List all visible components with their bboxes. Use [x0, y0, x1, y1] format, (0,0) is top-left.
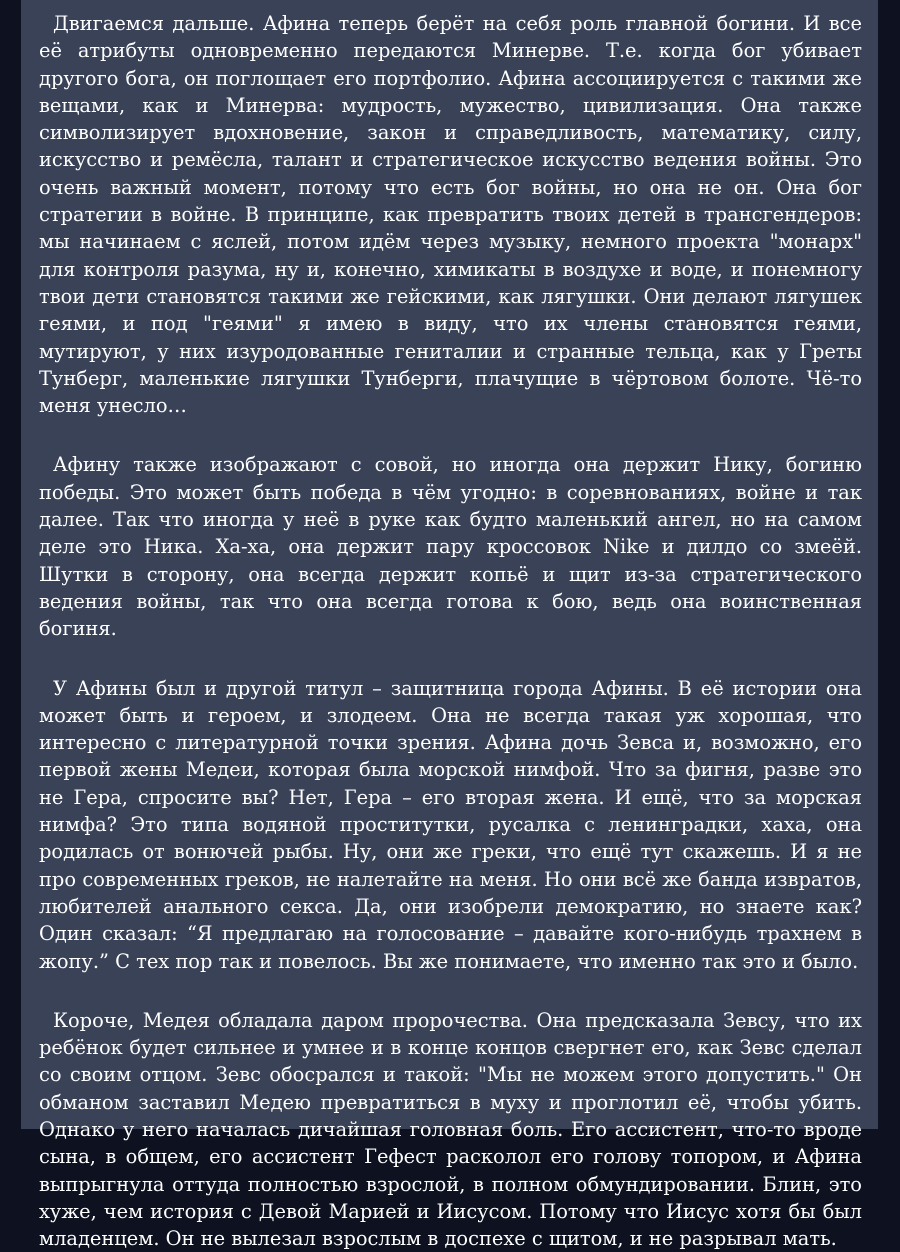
paragraph-4: Короче, Медея обладала даром пророчества. Она предсказала Зевсу, что их ребёнок будет сильнее и умнее и в конце концов свергнет его, как Зевс сделал со своим отцом. Зевс обосрался и такой: "Мы не можем этого допустить." Он обманом заставил Медею превратиться в муху и проглотил её, чтобы убить. Однако у него началась дичайшая головная боль. Его ассистент, что-то вроде сына, в общем, его ассистент Гефест расколол его голову топором, и Афина выпрыгнула оттуда полностью взрослой, в полном обмундировании. Блин, это хуже, чем история с Девой Марией и Иисусом. Потому что Иисус хотя бы был младенцем. Он не вылезал взрослым в доспехе с щитом, и не разрывал мать.	[39, 1008, 862, 1251]
paragraph-3: У Афины был и другой титул – защитница города Афины. В её истории она может быть и героем, и злодеем. Она не всегда такая уж хорошая, что интересно с литературной точки зрения. Афина дочь Зевса и, возможно, его первой жены Медеи, которая была морской нимфой. Что за фигня, разве это не Гера, спросите вы? Нет, Гера – его вторая жена. И ещё, что за морская нимфа? Это типа водяной проститутки, русалка с ленинградки, хаха, она родилась от вонючей рыбы. Ну, они же греки, что ещё тут скажешь. И я не про современных греков, не налетайте на меня. Но они всё же банда извратов, любителей анального секса. Да, они изобрели демократию, но знаете как? Один сказал: “Я предлагаю на голосование – давайте кого-нибудь трахнем в жопу.” С тех пор так и повелось. Вы же понимаете, что именно так это и было.	[39, 676, 862, 973]
text-panel	[21, 0, 878, 1251]
paragraph-2: Афину также изображают с совой, но иногда она держит Нику, богиню победы. Это может быть победа в чём угодно: в соревнованиях, войне и так далее. Так что иногда у неё в руке как будто маленький ангел, но на самом деле это Ника. Ха-ха, она держит пару кроссовок Nike и дилдо со змеёй. Шутки в сторону, она всегда держит копьё и щит из-за стратегического ведения войны, так что она всегда готова к бою, ведь она воинственная богиня.	[39, 453, 862, 641]
paragraph-1: Двигаемся дальше. Афина теперь берёт на себя роль главной богини. И все её атрибуты одновременно передаются Минерве. Т.е. когда бог убивает другого бога, он поглощает его портфолио. Афина ассоциируется с такими же вещами, как и Минерва: мудрость, мужество, цивилизация. Она также символизирует вдохновение, закон и справедливость, математику, силу, искусство и ремёсла, талант и стратегическое искусство ведения войны. Это очень важный момент, потому что есть бог войны, но она не он. Она бог стратегии в войне. В принципе, как превратить твоих детей в трансгендеров: мы начинаем с яслей, потом идём через музыку, немного проекта "монарх" для контроля разума, ну и, конечно, химикаты в воздухе и воде, и понемногу твои дети становятся такими же гейскими, как лягушки. Они делают лягушек геями, и под "геями" я имею в виду, что их члены становятся геями, мутируют, у них изуродованные гениталии и странные тельца, как у Греты Тунберг, маленькие лягушки Тунберги, плачущие в чёртовом болоте. Чё-то меня унесло…	[39, 12, 862, 418]
